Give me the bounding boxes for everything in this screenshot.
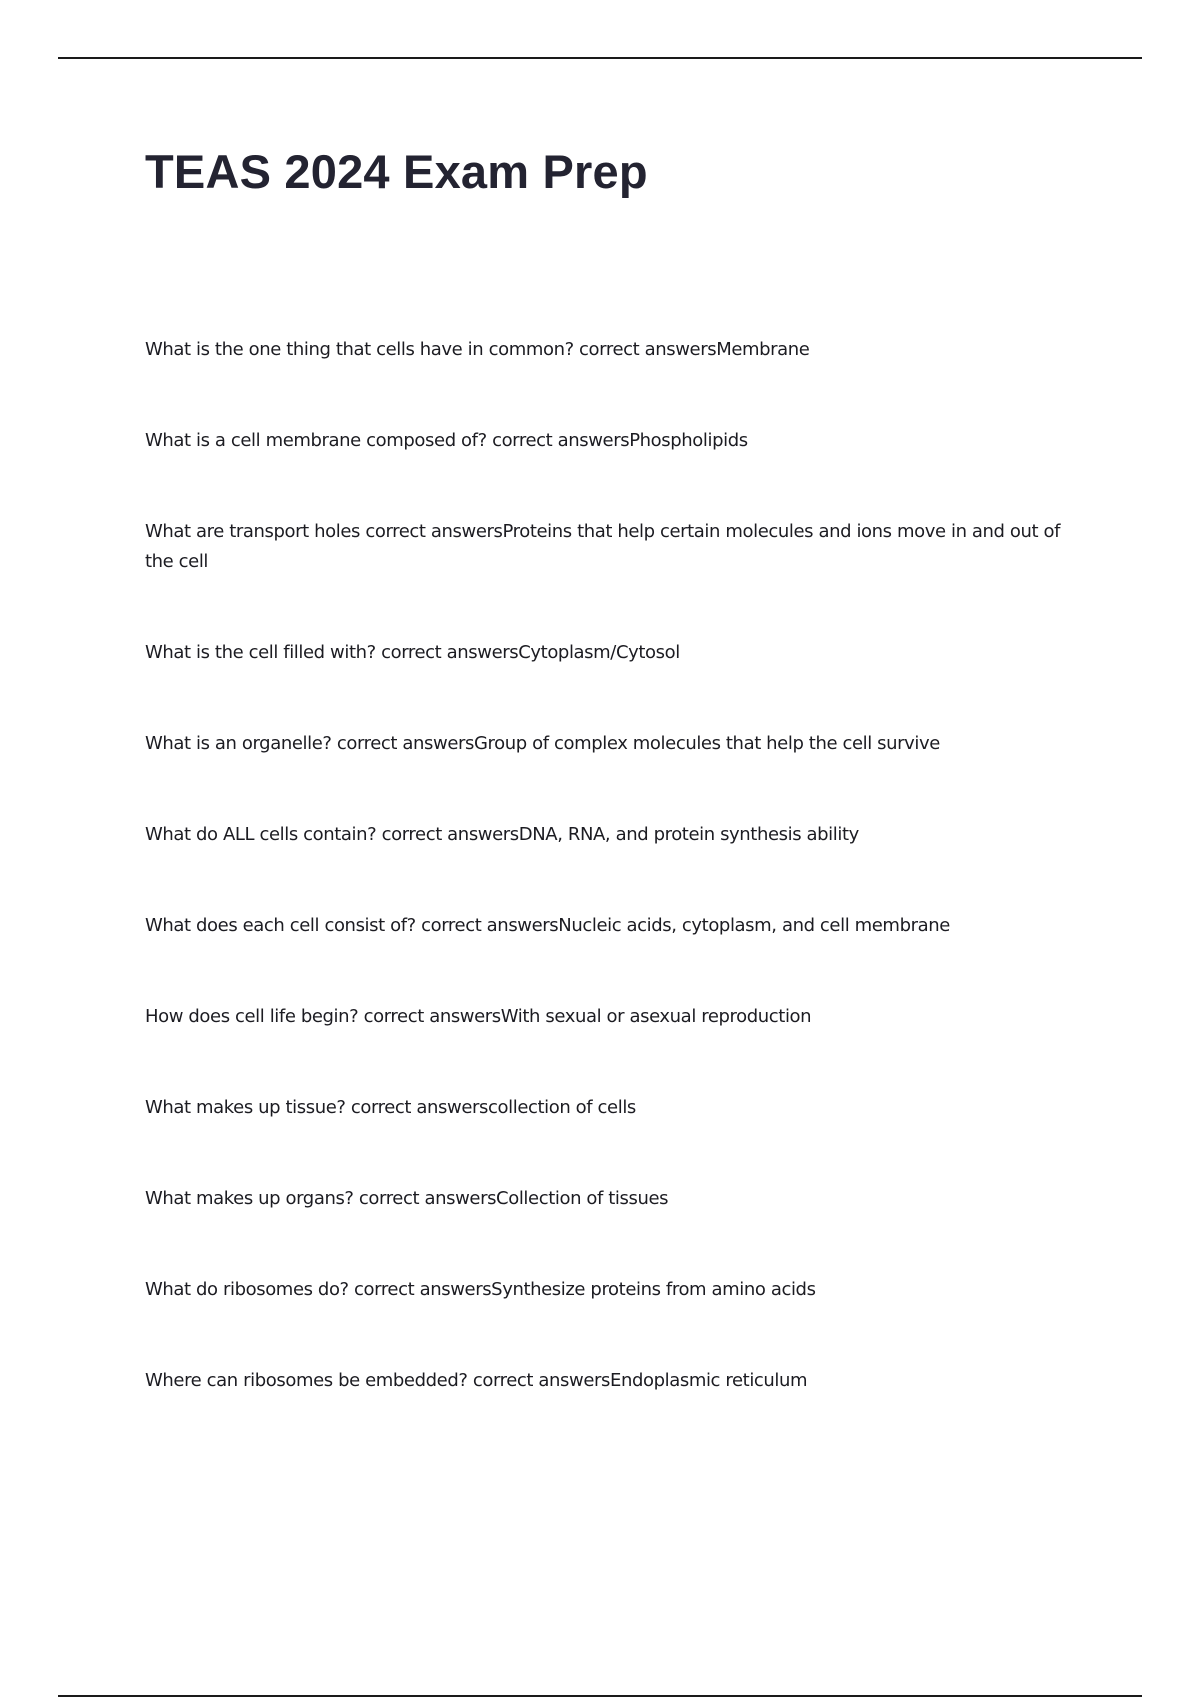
qa-item: Where can ribosomes be embedded? correct answersEndoplasmic reticulum — [145, 1370, 808, 1391]
qa-item: What do ribosomes do? correct answersSynthesize proteins from amino acids — [145, 1279, 816, 1300]
qa-item: What are transport holes correct answersProteins that help certain molecules and ions move in and out of the cell — [145, 521, 1061, 572]
qa-item: What makes up tissue? correct answerscollection of cells — [145, 1097, 636, 1118]
qa-item: What is an organelle? correct answersGroup of complex molecules that help the cell survive — [145, 733, 940, 754]
qa-item: What is the cell filled with? correct answersCytoplasm/Cytosol — [145, 642, 680, 663]
qa-item: What is a cell membrane composed of? correct answersPhospholipids — [145, 430, 748, 451]
qa-item: What does each cell consist of? correct answersNucleic acids, cytoplasm, and cell membrane — [145, 915, 950, 936]
document-title: TEAS 2024 Exam Prep — [145, 145, 648, 198]
qa-item: What do ALL cells contain? correct answersDNA, RNA, and protein synthesis ability — [145, 824, 859, 845]
qa-list — [145, 335, 1090, 1457]
bottom-divider — [58, 1695, 1142, 1697]
qa-item: What makes up organs? correct answersCollection of tissues — [145, 1188, 669, 1209]
qa-item: What is the one thing that cells have in common? correct answersMembrane — [145, 339, 810, 360]
qa-item: How does cell life begin? correct answersWith sexual or asexual reproduction — [145, 1006, 812, 1027]
top-divider — [58, 57, 1142, 59]
